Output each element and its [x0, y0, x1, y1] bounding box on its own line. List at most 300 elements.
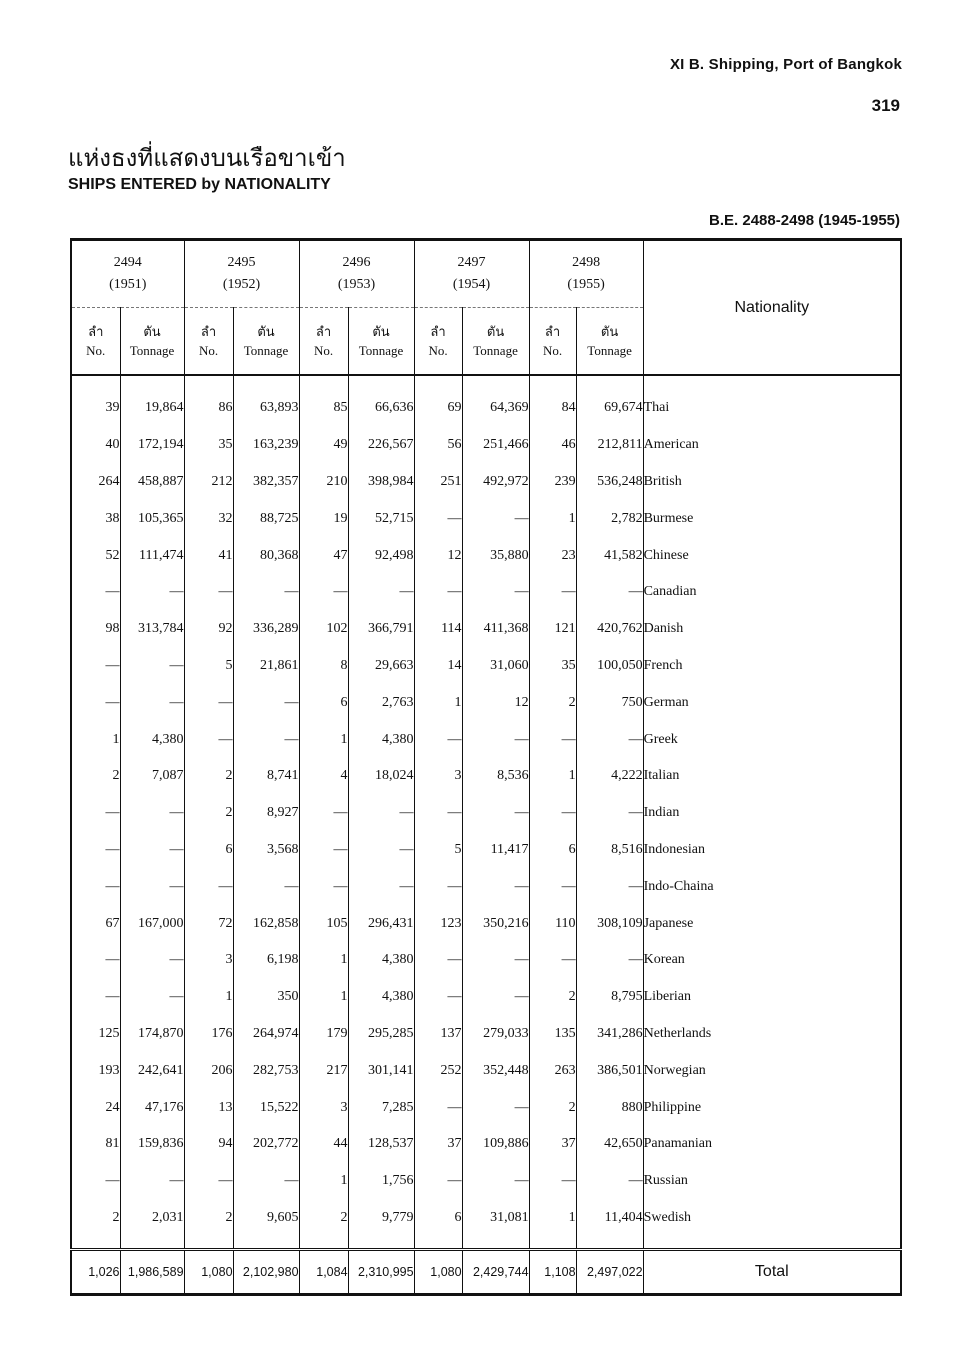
total-cell: 2,497,022 — [576, 1250, 643, 1295]
total-cell: 1,084 — [299, 1250, 348, 1295]
table-row — [71, 868, 901, 905]
column-header-tonnage: ตัน Tonnage — [348, 308, 414, 376]
table-cell: 41 — [184, 537, 233, 574]
table-cell: 2,031 — [120, 1200, 184, 1237]
table-cell: — — [462, 1163, 529, 1200]
table-cell: 41,582 — [576, 537, 643, 574]
table-cell: 7,285 — [348, 1089, 414, 1126]
nationality-cell: Indonesian — [643, 832, 901, 869]
table-cell: — — [462, 1089, 529, 1126]
table-cell: 350,216 — [462, 905, 529, 942]
table-row — [71, 721, 901, 758]
table-cell: 3 — [414, 758, 462, 795]
table-row — [71, 611, 901, 648]
table-cell: 110 — [529, 905, 576, 942]
table-cell: — — [529, 795, 576, 832]
year-header: 2494 (1951) — [71, 240, 184, 308]
column-header-tonnage: ตัน Tonnage — [120, 308, 184, 376]
table-cell: 114 — [414, 611, 462, 648]
table-cell: 492,972 — [462, 464, 529, 501]
table-cell: 217 — [299, 1052, 348, 1089]
table-cell: 2 — [529, 684, 576, 721]
table-cell: 1 — [529, 758, 576, 795]
table-row — [71, 500, 901, 537]
page-number: 319 — [871, 96, 900, 115]
table-cell: 239 — [529, 464, 576, 501]
table-row — [71, 1089, 901, 1126]
total-cell: 2,102,980 — [233, 1250, 299, 1295]
table-cell: 167,000 — [120, 905, 184, 942]
total-cell: 1,080 — [184, 1250, 233, 1295]
table-cell: 8,536 — [462, 758, 529, 795]
table-cell: 1 — [529, 500, 576, 537]
table-cell: — — [414, 1089, 462, 1126]
table-cell: 38 — [71, 500, 120, 537]
table-cell: 4,380 — [348, 942, 414, 979]
table-row — [71, 1126, 901, 1163]
table-cell: 109,886 — [462, 1126, 529, 1163]
table-cell: — — [576, 942, 643, 979]
table-cell: 15,522 — [233, 1089, 299, 1126]
table-cell: — — [120, 832, 184, 869]
nationality-cell: Swedish — [643, 1200, 901, 1237]
table-cell: — — [529, 574, 576, 611]
table-cell: 1 — [299, 942, 348, 979]
table-cell: 4,222 — [576, 758, 643, 795]
table-cell: 102 — [299, 611, 348, 648]
table-cell: 163,239 — [233, 427, 299, 464]
table-cell: 1 — [299, 721, 348, 758]
table-cell: 8,795 — [576, 979, 643, 1016]
table-cell: 35,880 — [462, 537, 529, 574]
table-cell: — — [529, 1163, 576, 1200]
table-cell: 2,782 — [576, 500, 643, 537]
table-cell: — — [414, 1163, 462, 1200]
table-cell: 6,198 — [233, 942, 299, 979]
total-cell: 1,108 — [529, 1250, 576, 1295]
table-cell: 174,870 — [120, 1016, 184, 1053]
table-cell: — — [576, 868, 643, 905]
table-cell: 137 — [414, 1016, 462, 1053]
table-cell: — — [462, 868, 529, 905]
table-cell: — — [233, 1163, 299, 1200]
table-cell: — — [299, 868, 348, 905]
table-cell: — — [414, 574, 462, 611]
table-cell: 18,024 — [348, 758, 414, 795]
table-row — [71, 1163, 901, 1200]
column-header-no: ลำ No. — [71, 308, 120, 376]
nationality-cell: Korean — [643, 942, 901, 979]
nationality-cell: American — [643, 427, 901, 464]
table-cell: — — [348, 574, 414, 611]
table-cell: 128,537 — [348, 1126, 414, 1163]
table-cell: 251 — [414, 464, 462, 501]
table-cell: — — [299, 795, 348, 832]
column-header-tonnage: ตัน Tonnage — [576, 308, 643, 376]
table-cell: 31,081 — [462, 1200, 529, 1237]
table-cell: 5 — [414, 832, 462, 869]
table-cell: 56 — [414, 427, 462, 464]
table-cell: 1 — [299, 979, 348, 1016]
table-cell: 21,861 — [233, 648, 299, 685]
table-cell: — — [120, 795, 184, 832]
table-cell: 8 — [299, 648, 348, 685]
table-cell: 32 — [184, 500, 233, 537]
table-cell: 63,893 — [233, 390, 299, 427]
table-cell: 1 — [71, 721, 120, 758]
table-cell: — — [529, 721, 576, 758]
table-cell: 111,474 — [120, 537, 184, 574]
nationality-cell: Indian — [643, 795, 901, 832]
table-cell: 2 — [184, 1200, 233, 1237]
table-cell: — — [71, 979, 120, 1016]
table-cell: 72 — [184, 905, 233, 942]
table-cell: 40 — [71, 427, 120, 464]
table-cell: 4 — [299, 758, 348, 795]
table-cell: 12 — [462, 684, 529, 721]
table-cell: 80,368 — [233, 537, 299, 574]
table-cell: — — [120, 979, 184, 1016]
table-cell: — — [576, 795, 643, 832]
table-cell: — — [120, 942, 184, 979]
table-cell: 366,791 — [348, 611, 414, 648]
table-row — [71, 1200, 901, 1237]
table-cell: 1,756 — [348, 1163, 414, 1200]
table-cell: 24 — [71, 1089, 120, 1126]
table-cell: 12 — [414, 537, 462, 574]
table-cell: — — [120, 1163, 184, 1200]
year-header: 2496 (1953) — [299, 240, 414, 308]
table-cell: 162,858 — [233, 905, 299, 942]
table-cell: 226,567 — [348, 427, 414, 464]
table-cell: 92,498 — [348, 537, 414, 574]
table-row — [71, 832, 901, 869]
ships-table — [70, 238, 902, 1296]
year-header: 2497 (1954) — [414, 240, 529, 308]
table-row — [71, 795, 901, 832]
table-cell: 212 — [184, 464, 233, 501]
table-cell: 49 — [299, 427, 348, 464]
table-cell: 210 — [299, 464, 348, 501]
table-cell: — — [462, 942, 529, 979]
column-header-tonnage: ตัน Tonnage — [462, 308, 529, 376]
table-cell: — — [71, 795, 120, 832]
table-cell: 6 — [529, 832, 576, 869]
table-cell: — — [184, 721, 233, 758]
table-row — [71, 979, 901, 1016]
nationality-cell: Norwegian — [643, 1052, 901, 1089]
nationality-cell: Russian — [643, 1163, 901, 1200]
table-cell: 14 — [414, 648, 462, 685]
nationality-cell: Japanese — [643, 905, 901, 942]
table-cell: 6 — [414, 1200, 462, 1237]
table-cell: 39 — [71, 390, 120, 427]
table-cell: 84 — [529, 390, 576, 427]
table-cell: 67 — [71, 905, 120, 942]
table-cell: — — [529, 942, 576, 979]
table-cell: — — [576, 1163, 643, 1200]
table-cell: — — [120, 868, 184, 905]
table-cell: 398,984 — [348, 464, 414, 501]
table-cell: 3,568 — [233, 832, 299, 869]
table-cell: 31,060 — [462, 648, 529, 685]
table-cell: 9,779 — [348, 1200, 414, 1237]
table-cell: 69,674 — [576, 390, 643, 427]
table-cell: 159,836 — [120, 1126, 184, 1163]
table-cell: 81 — [71, 1126, 120, 1163]
table-cell: — — [71, 1163, 120, 1200]
table-row — [71, 1016, 901, 1053]
table-cell: 296,431 — [348, 905, 414, 942]
table-cell: 1 — [299, 1163, 348, 1200]
table-cell: 193 — [71, 1052, 120, 1089]
table-cell: — — [184, 1163, 233, 1200]
thai-title: แห่งธงที่แสดงบนเรือขาเข้า — [68, 144, 346, 172]
table-cell: 29,663 — [348, 648, 414, 685]
table-row — [71, 427, 901, 464]
table-cell: 2,763 — [348, 684, 414, 721]
table-cell: 176 — [184, 1016, 233, 1053]
table-cell: 19,864 — [120, 390, 184, 427]
table-cell: 105 — [299, 905, 348, 942]
table-cell: 88,725 — [233, 500, 299, 537]
nationality-cell: Philippine — [643, 1089, 901, 1126]
nationality-cell: Canadian — [643, 574, 901, 611]
table-cell: 94 — [184, 1126, 233, 1163]
nationality-header: Nationality — [643, 240, 901, 376]
table-cell: — — [414, 942, 462, 979]
table-cell: — — [462, 500, 529, 537]
table-cell: — — [120, 574, 184, 611]
table-cell: 313,784 — [120, 611, 184, 648]
english-title: SHIPS ENTERED by NATIONALITY — [68, 176, 331, 193]
nationality-cell: Chinese — [643, 537, 901, 574]
table-cell: 13 — [184, 1089, 233, 1126]
table-cell: 98 — [71, 611, 120, 648]
table-cell: 301,141 — [348, 1052, 414, 1089]
table-cell: 92 — [184, 611, 233, 648]
table-cell: 86 — [184, 390, 233, 427]
table-cell: — — [71, 868, 120, 905]
table-cell: 350 — [233, 979, 299, 1016]
nationality-cell: Netherlands — [643, 1016, 901, 1053]
table-cell: 19 — [299, 500, 348, 537]
column-header-no: ลำ No. — [529, 308, 576, 376]
table-cell: — — [299, 832, 348, 869]
table-cell: 8,516 — [576, 832, 643, 869]
column-header-no: ลำ No. — [184, 308, 233, 376]
table-cell: — — [348, 795, 414, 832]
total-cell: 2,429,744 — [462, 1250, 529, 1295]
table-cell: 47,176 — [120, 1089, 184, 1126]
table-cell: 282,753 — [233, 1052, 299, 1089]
table-cell: 1 — [414, 684, 462, 721]
total-row — [71, 1250, 901, 1295]
table-cell: — — [348, 868, 414, 905]
period-label: B.E. 2488-2498 (1945-1955) — [709, 212, 900, 229]
table-cell: 341,286 — [576, 1016, 643, 1053]
table-cell: 105,365 — [120, 500, 184, 537]
table-cell: — — [462, 979, 529, 1016]
table-cell: 135 — [529, 1016, 576, 1053]
table-cell: — — [71, 832, 120, 869]
table-cell: 123 — [414, 905, 462, 942]
table-cell: 352,448 — [462, 1052, 529, 1089]
table-cell: — — [414, 868, 462, 905]
column-header-no: ลำ No. — [299, 308, 348, 376]
table-cell: 2 — [184, 758, 233, 795]
table-cell: — — [233, 574, 299, 611]
table-cell: — — [184, 684, 233, 721]
nationality-cell: Panamanian — [643, 1126, 901, 1163]
section-header: XI B. Shipping, Port of Bangkok — [669, 56, 902, 73]
table-cell: 5 — [184, 648, 233, 685]
table-cell: 46 — [529, 427, 576, 464]
table-row — [71, 905, 901, 942]
table-cell: 2 — [184, 795, 233, 832]
table-cell: 295,285 — [348, 1016, 414, 1053]
table-cell: — — [233, 868, 299, 905]
table-cell: — — [233, 684, 299, 721]
table-cell: 2 — [71, 758, 120, 795]
table-cell: 121 — [529, 611, 576, 648]
table-cell: 69 — [414, 390, 462, 427]
total-cell: 1,026 — [71, 1250, 120, 1295]
table-cell: 8,741 — [233, 758, 299, 795]
table-cell: 47 — [299, 537, 348, 574]
table-cell: 308,109 — [576, 905, 643, 942]
nationality-cell: Indo-Chaina — [643, 868, 901, 905]
table-cell: — — [71, 574, 120, 611]
table-cell: — — [299, 574, 348, 611]
nationality-cell: Liberian — [643, 979, 901, 1016]
table-cell: 4,380 — [120, 721, 184, 758]
table-cell: 4,380 — [348, 721, 414, 758]
table-cell: — — [576, 721, 643, 758]
table-cell: — — [462, 721, 529, 758]
year-header: 2498 (1955) — [529, 240, 643, 308]
table-cell: 2 — [529, 979, 576, 1016]
table-cell: 411,368 — [462, 611, 529, 648]
table-row — [71, 758, 901, 795]
table-cell: 386,501 — [576, 1052, 643, 1089]
table-cell: — — [414, 795, 462, 832]
table-cell: — — [414, 979, 462, 1016]
nationality-cell: Burmese — [643, 500, 901, 537]
table-cell: 23 — [529, 537, 576, 574]
table-cell: 382,357 — [233, 464, 299, 501]
table-cell: — — [233, 721, 299, 758]
table-cell: 251,466 — [462, 427, 529, 464]
table-cell: 11,417 — [462, 832, 529, 869]
column-header-no: ลำ No. — [414, 308, 462, 376]
nationality-cell: Danish — [643, 611, 901, 648]
table-cell: 42,650 — [576, 1126, 643, 1163]
table-cell: 212,811 — [576, 427, 643, 464]
table-cell: 64,369 — [462, 390, 529, 427]
table-cell: 242,641 — [120, 1052, 184, 1089]
table-cell: 458,887 — [120, 464, 184, 501]
table-cell: 52,715 — [348, 500, 414, 537]
table-row — [71, 942, 901, 979]
table-cell: 37 — [414, 1126, 462, 1163]
table-cell: — — [462, 574, 529, 611]
table-cell: 172,194 — [120, 427, 184, 464]
nationality-cell: German — [643, 684, 901, 721]
table-cell: 6 — [299, 684, 348, 721]
table-row — [71, 574, 901, 611]
table-row — [71, 390, 901, 427]
table-cell: 2 — [71, 1200, 120, 1237]
nationality-cell: French — [643, 648, 901, 685]
table-cell: — — [71, 684, 120, 721]
table-row — [71, 1052, 901, 1089]
table-cell: 100,050 — [576, 648, 643, 685]
table-cell: 11,404 — [576, 1200, 643, 1237]
table-cell: 206 — [184, 1052, 233, 1089]
table-cell: 420,762 — [576, 611, 643, 648]
table-row — [71, 537, 901, 574]
table-cell: 125 — [71, 1016, 120, 1053]
table-cell: 9,605 — [233, 1200, 299, 1237]
table-cell: 52 — [71, 537, 120, 574]
year-header: 2495 (1952) — [184, 240, 299, 308]
table-cell: 44 — [299, 1126, 348, 1163]
nationality-cell: Thai — [643, 390, 901, 427]
table-cell: 66,636 — [348, 390, 414, 427]
total-cell: 2,310,995 — [348, 1250, 414, 1295]
table-cell: 263 — [529, 1052, 576, 1089]
table-cell: 179 — [299, 1016, 348, 1053]
table-cell: — — [71, 648, 120, 685]
table-row — [71, 648, 901, 685]
table-row — [71, 464, 901, 501]
table-cell: 252 — [414, 1052, 462, 1089]
table-cell: 35 — [529, 648, 576, 685]
table-cell: — — [184, 868, 233, 905]
table-cell: — — [414, 500, 462, 537]
table-cell: 2 — [299, 1200, 348, 1237]
table-cell: — — [348, 832, 414, 869]
table-cell: 35 — [184, 427, 233, 464]
table-cell: 264,974 — [233, 1016, 299, 1053]
table-cell: 264 — [71, 464, 120, 501]
table-cell: 8,927 — [233, 795, 299, 832]
table-cell: — — [120, 684, 184, 721]
table-cell: 750 — [576, 684, 643, 721]
table-cell: 1 — [184, 979, 233, 1016]
nationality-cell: Greek — [643, 721, 901, 758]
table-cell: 1 — [529, 1200, 576, 1237]
column-header-tonnage: ตัน Tonnage — [233, 308, 299, 376]
table-cell: 4,380 — [348, 979, 414, 1016]
nationality-cell: Italian — [643, 758, 901, 795]
table-cell: 880 — [576, 1089, 643, 1126]
table-cell: 37 — [529, 1126, 576, 1163]
table-cell: — — [529, 868, 576, 905]
table-cell: 536,248 — [576, 464, 643, 501]
table-cell: 202,772 — [233, 1126, 299, 1163]
nationality-cell: British — [643, 464, 901, 501]
table-cell: — — [71, 942, 120, 979]
table-cell: 3 — [299, 1089, 348, 1126]
table-cell: — — [414, 721, 462, 758]
total-cell: 1,986,589 — [120, 1250, 184, 1295]
total-label: Total — [643, 1250, 901, 1295]
total-cell: 1,080 — [414, 1250, 462, 1295]
table-row — [71, 684, 901, 721]
table-cell: — — [184, 574, 233, 611]
